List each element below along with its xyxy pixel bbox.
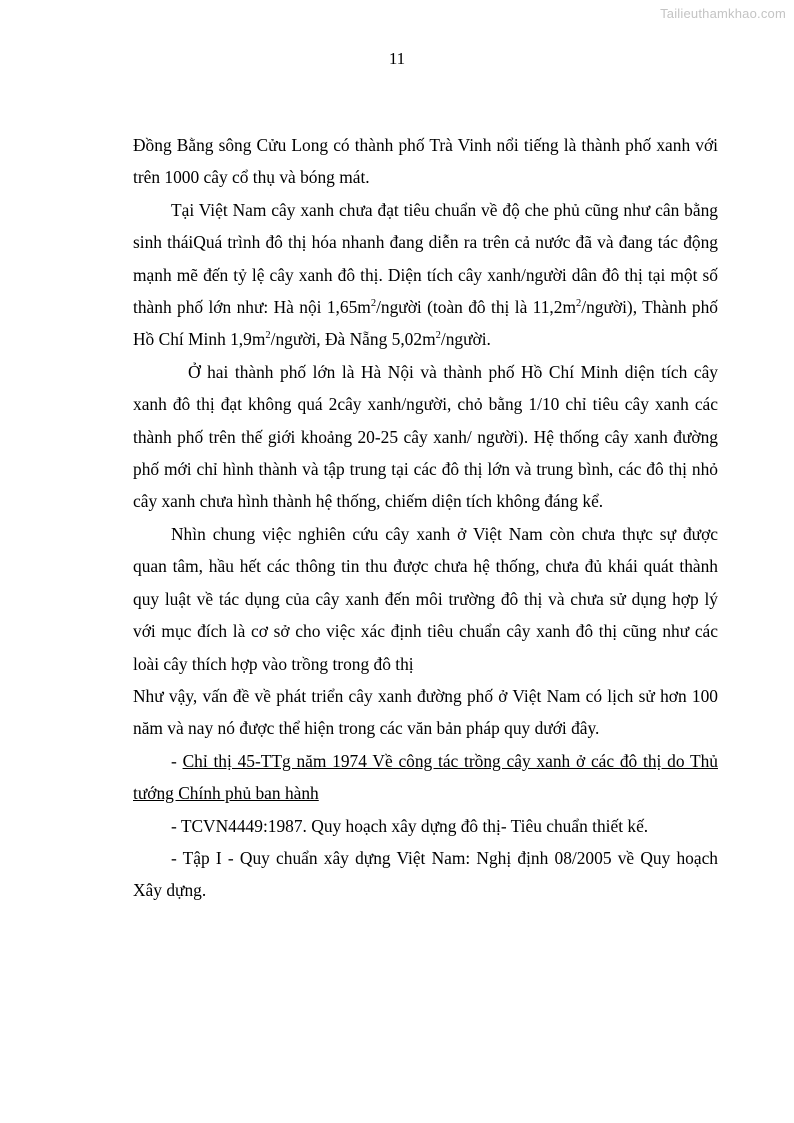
list-item-tcvn: - TCVN4449:1987. Quy hoạch xây dựng đô thị- Tiêu chuẩn thiết kế. <box>171 815 649 836</box>
superscript-squared: 2 <box>435 330 441 342</box>
paragraph-2-part-a: Tại Việt Nam cây xanh chưa đạt tiêu chuẩn về độ che phủ cũng như cân bằng sinh tháiQuá trình đô thị hóa nhanh đang diễn ra trên cả nước đã và đang tác động mạnh mẽ đến tỷ lệ cây xanh đô thị. Diện tích cây xanh/người dân đô thị tại một số thành phố lớn như: Hà nội 1,65m <box>133 199 718 318</box>
superscript-squared: 2 <box>265 330 271 342</box>
page-number: 11 <box>388 49 406 68</box>
list-dash: - <box>171 750 183 771</box>
watermark: Tailieuthamkhao.com <box>660 6 786 21</box>
list-item-regulation: - Tập I - Quy chuẩn xây dựng Việt Nam: Nghị định 08/2005 về Quy hoạch Xây dựng. <box>133 847 718 901</box>
superscript-squared: 2 <box>575 298 582 310</box>
paragraph-2-part-b: /người (toàn đô thị là 11,2m <box>376 297 576 318</box>
paragraph-4: Nhìn chung việc nghiên cứu cây xanh ở Việt Nam còn chưa thực sự được quan tâm, hầu hết các thông tin thu được chưa hệ thống, chưa đủ khái quát thành quy luật về tác dụng của cây xanh đến môi trường đô thị và chưa sử dụng hợp lý với mục đích là cơ sở cho việc xác định tiêu chuẩn cây xanh đô thị cũng như các loài cây thích hợp vào trồng trong đô thị <box>133 523 718 674</box>
list-item-directive <box>133 745 718 810</box>
paragraph-5: Như vậy, vấn đề về phát triển cây xanh đường phố ở Việt Nam có lịch sử hơn 100 năm và nay nó được thể hiện trong các văn bản pháp quy dưới đây. <box>133 685 718 739</box>
paragraph-2 <box>133 194 718 356</box>
document-body <box>133 129 718 907</box>
paragraph-2-part-d: /người, Đà Nẵng 5,02m <box>270 329 436 350</box>
paragraph-2-part-e: /người. <box>440 329 491 350</box>
directive-link-text: Chỉ thị 45-TTg năm 1974 Về công tác trồng cây xanh ở các đô thị do Thủ tướng Chính phủ ban hành <box>133 750 718 804</box>
paragraph-1: Đồng Bằng sông Cửu Long có thành phố Trà Vinh nổi tiếng là thành phố xanh với trên 1000 cây cổ thụ và bóng mát. <box>133 135 718 188</box>
paragraph-3: Ở hai thành phố lớn là Hà Nội và thành phố Hồ Chí Minh diện tích cây xanh đô thị đạt không quá 2cây xanh/người, chỏ bằng 1/10 chỉ tiêu cây xanh các thành phố trên thế giới khoảng 20-25 cây xanh/ người). Hệ thống cây xanh đường phố mới chỉ hình thành và tập trung tại các đô thị lớn và trung bình, các đô thị nhỏ cây xanh chưa hình thành hệ thống, chiếm diện tích không đáng kể. <box>133 361 718 512</box>
superscript-squared: 2 <box>370 298 377 310</box>
paragraph-2-part-c: /người), Thành phố Hồ Chí Minh 1,9m <box>133 297 719 350</box>
